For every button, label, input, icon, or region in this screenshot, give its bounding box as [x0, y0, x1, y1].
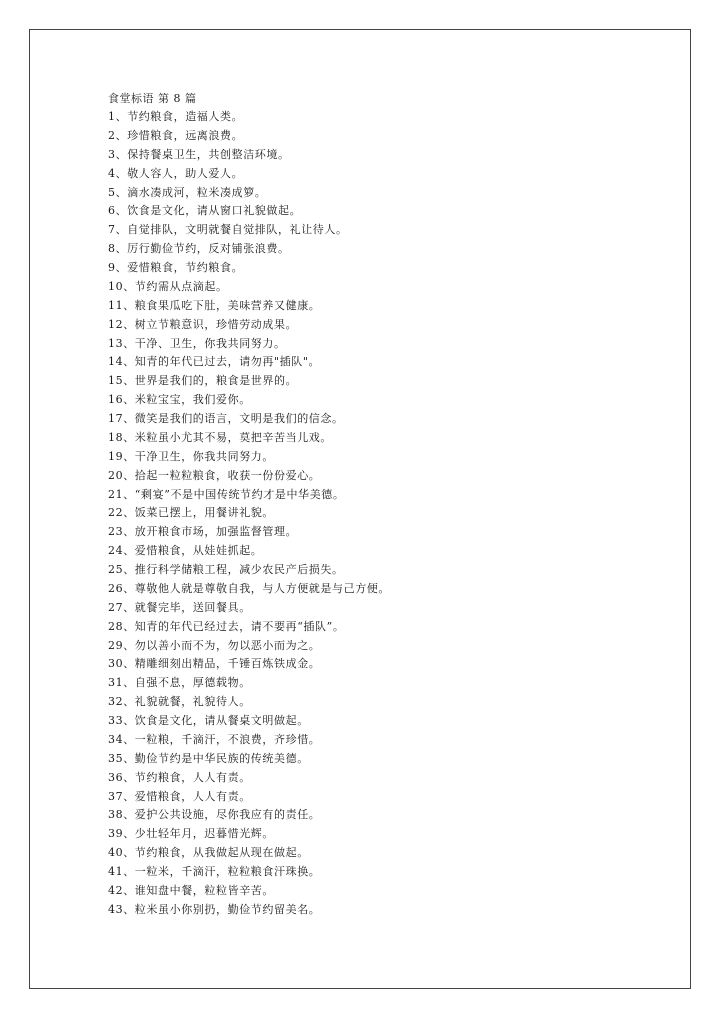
slogan-item: 29、勿以善小而不为，勿以恶小而为之。: [108, 638, 321, 652]
document-title: 食堂标语 第 8 篇: [108, 92, 197, 105]
slogan-list: [108, 108, 668, 920]
slogan-item: 15、世界是我们的，粮食是世界的。: [108, 374, 298, 388]
slogan-item: 36、节约粮食，人人有责。: [108, 770, 251, 784]
slogan-item: 16、米粒宝宝，我们爱你。: [108, 393, 251, 407]
slogan-item: 14、知青的年代已过去，请勿再"插队"。: [108, 355, 321, 369]
slogan-item: 34、一粒粮，千滴汗，不浪费，齐珍惜。: [108, 732, 321, 746]
slogan-item: 40、节约粮食，从我做起从现在做起。: [108, 846, 309, 860]
slogan-item: 23、放开粮食市场，加强监督管理。: [108, 525, 298, 539]
slogan-item: 21、“剩宴”不是中国传统节约才是中华美德。: [108, 487, 345, 501]
slogan-item: 24、爱惜粮食，从娃娃抓起。: [108, 544, 263, 558]
slogan-item: 22、饭菜已摆上，用餐讲礼貌。: [108, 506, 274, 520]
slogan-item: 7、自觉排队，文明就餐自觉排队，礼让待人。: [108, 223, 348, 237]
slogan-item: 13、干净、卫生，你我共同努力。: [108, 336, 286, 350]
slogan-item: 19、干净卫生，你我共同努力。: [108, 449, 274, 463]
slogan-item: 4、敬人容人，助人爱人。: [108, 166, 244, 180]
slogan-item: 12、树立节粮意识，珍惜劳动成果。: [108, 317, 298, 331]
slogan-item: 33、饮食是文化，请从餐桌文明做起。: [108, 714, 309, 727]
slogan-item: 35、勤俭节约是中华民族的传统美德。: [108, 751, 309, 765]
slogan-item: 31、自强不息，厚德载物。: [108, 676, 251, 690]
slogan-item: 1、节约粮食，造福人类。: [108, 110, 244, 123]
slogan-item: 5、滴水凑成河，粒米凑成箩。: [108, 185, 267, 199]
slogan-item: 32、礼貌就餐，礼貌待人。: [108, 695, 251, 709]
slogan-item: 28、知青的年代已经过去，请不要再“插队”。: [108, 619, 345, 633]
slogan-item: 20、拾起一粒粒粮食，收获一份份爱心。: [108, 468, 321, 482]
slogan-item: 11、粮食果瓜吃下肚，美味营养又健康。: [108, 298, 321, 312]
slogan-item: 37、爱惜粮食，人人有责。: [108, 789, 251, 803]
slogan-item: 8、厉行勤俭节约，反对铺张浪费。: [108, 242, 290, 256]
slogan-item: 30、精雕细刻出精品，千锤百炼铁成金。: [108, 657, 321, 671]
slogan-item: 43、粒米虽小你别扔，勤俭节约留美名。: [108, 902, 321, 916]
slogan-item: 9、爱惜粮食，节约粮食。: [108, 261, 244, 274]
slogan-item: 17、微笑是我们的语言，文明是我们的信念。: [108, 412, 344, 425]
slogan-item: 25、推行科学储粮工程，减少农民产后损失。: [108, 563, 344, 576]
slogan-item: 38、爱护公共设施，尽你我应有的责任。: [108, 808, 321, 822]
slogan-item: 6、饮食是文化，请从窗口礼貌做起。: [108, 204, 302, 218]
slogan-item: 18、米粒虽小尤其不易，莫把辛苦当儿戏。: [108, 430, 332, 444]
slogan-item: 42、谁知盘中餐，粒粒皆辛苦。: [108, 883, 274, 897]
slogan-item: 26、尊敬他人就是尊敬自我，与人方便就是与己方便。: [108, 581, 390, 595]
document-body: [108, 89, 668, 920]
slogan-item: 3、保持餐桌卫生，共创整洁环境。: [108, 147, 290, 161]
slogan-item: 10、节约需从点滴起。: [108, 279, 228, 293]
slogan-item: 27、就餐完毕，送回餐具。: [108, 600, 251, 614]
slogan-item: 39、少壮轻年月，迟暮惜光辉。: [108, 827, 274, 841]
slogan-item: 41、一粒米，千滴汗，粒粒粮食汗珠换。: [108, 865, 321, 878]
slogan-item: 2、珍惜粮食，远离浪费。: [108, 128, 244, 142]
